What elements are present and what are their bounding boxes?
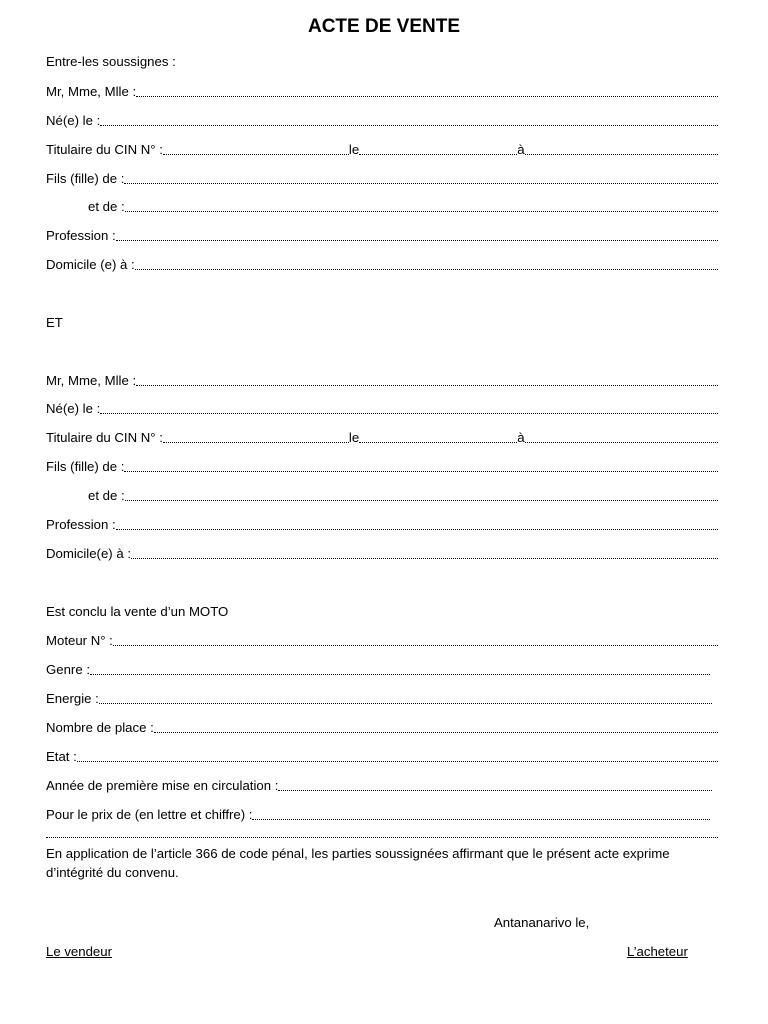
party2-profession-field[interactable] xyxy=(116,516,718,530)
party1-born-label: Né(e) le : xyxy=(46,113,101,128)
party1-profession-field[interactable] xyxy=(116,227,718,241)
party2-name-row xyxy=(46,372,718,390)
party1-and-of-row xyxy=(88,198,718,216)
seats-field[interactable] xyxy=(154,719,718,733)
party2-domicile-field[interactable] xyxy=(131,545,718,559)
energy-label: Energie : xyxy=(46,691,99,706)
genre-label: Genre : xyxy=(46,662,90,677)
party2-cin-place-field[interactable] xyxy=(525,429,718,443)
party2-son-of-label: Fils (fille) de : xyxy=(46,459,125,474)
party1-born-field[interactable] xyxy=(100,112,718,126)
party2-cin-row xyxy=(46,429,718,447)
buyer-signature-label: L’acheteur xyxy=(627,944,688,959)
legal-text: En application de l’article 366 de code pénal, les parties soussignées affirmant que le présent acte exprime d’intégrité du convenu. xyxy=(46,846,670,880)
year-label: Année de première mise en circulation : xyxy=(46,778,279,793)
party2-domicile-label: Domicile(e) à : xyxy=(46,546,132,561)
party2-profession-row xyxy=(46,516,718,534)
document-title: ACTE DE VENTE xyxy=(307,16,461,37)
place-date: Antananarivo le, xyxy=(494,915,590,930)
engine-row xyxy=(46,632,718,650)
party2-cin-label: Titulaire du CIN N° : xyxy=(46,430,163,445)
party2-and-of-label: et de : xyxy=(88,488,125,503)
party2-son-of-row xyxy=(46,458,718,476)
intro-text: Entre-les soussignes : xyxy=(46,54,176,69)
party2-born-row xyxy=(46,400,718,418)
engine-label: Moteur N° : xyxy=(46,633,113,648)
party2-cin-le: le xyxy=(348,430,360,445)
party1-son-of-row xyxy=(46,170,718,188)
party1-cin-date-field[interactable] xyxy=(359,141,517,155)
genre-field[interactable] xyxy=(90,661,710,675)
party2-name-label: Mr, Mme, Mlle : xyxy=(46,373,137,388)
party1-cin-le: le xyxy=(348,142,360,157)
year-row xyxy=(46,777,712,795)
party2-profession-label: Profession : xyxy=(46,517,116,532)
party2-domicile-row xyxy=(46,545,718,563)
party2-cin-date-field[interactable] xyxy=(359,429,517,443)
party2-cin-field[interactable] xyxy=(163,429,349,443)
year-field[interactable] xyxy=(278,777,712,791)
seats-label: Nombre de place : xyxy=(46,720,154,735)
state-field[interactable] xyxy=(77,748,718,762)
party1-son-of-field[interactable] xyxy=(124,170,718,184)
engine-field[interactable] xyxy=(113,632,718,646)
party1-domicile-label: Domicile (e) à : xyxy=(46,257,135,272)
party2-born-label: Né(e) le : xyxy=(46,401,101,416)
price-field[interactable] xyxy=(252,806,710,820)
party2-name-field[interactable] xyxy=(136,372,718,386)
party1-name-field[interactable] xyxy=(136,83,718,97)
sale-intro: Est conclu la vente d’un MOTO xyxy=(46,604,229,619)
energy-row xyxy=(46,690,712,708)
state-label: Etat : xyxy=(46,749,77,764)
price-row xyxy=(46,806,710,824)
party1-cin-row xyxy=(46,141,718,159)
genre-row xyxy=(46,661,710,679)
separator-et: ET xyxy=(46,315,63,330)
price-continuation-field[interactable] xyxy=(46,824,718,838)
state-row xyxy=(46,748,718,766)
party1-and-of-label: et de : xyxy=(88,199,125,214)
party2-born-field[interactable] xyxy=(100,400,718,414)
party2-cin-a: à xyxy=(517,430,525,445)
party1-born-row xyxy=(46,112,718,130)
price-continuation-row xyxy=(46,824,718,842)
energy-field[interactable] xyxy=(99,690,712,704)
party1-profession-row xyxy=(46,227,718,245)
party1-cin-label: Titulaire du CIN N° : xyxy=(46,142,163,157)
party1-domicile-row xyxy=(46,256,718,274)
party2-son-of-field[interactable] xyxy=(124,458,718,472)
party1-son-of-label: Fils (fille) de : xyxy=(46,171,125,186)
party2-and-of-row xyxy=(88,487,718,505)
party1-and-of-field[interactable] xyxy=(125,198,718,212)
party1-profession-label: Profession : xyxy=(46,228,116,243)
party1-domicile-field[interactable] xyxy=(135,256,718,270)
party1-cin-place-field[interactable] xyxy=(525,141,718,155)
party2-and-of-field[interactable] xyxy=(125,487,718,501)
party1-cin-field[interactable] xyxy=(163,141,349,155)
party1-cin-a: à xyxy=(517,142,525,157)
seats-row xyxy=(46,719,718,737)
seller-signature-label: Le vendeur xyxy=(46,944,112,959)
party1-name-label: Mr, Mme, Mlle : xyxy=(46,84,137,99)
party1-name-row xyxy=(46,83,718,101)
price-label: Pour le prix de (en lettre et chiffre) : xyxy=(46,807,253,822)
